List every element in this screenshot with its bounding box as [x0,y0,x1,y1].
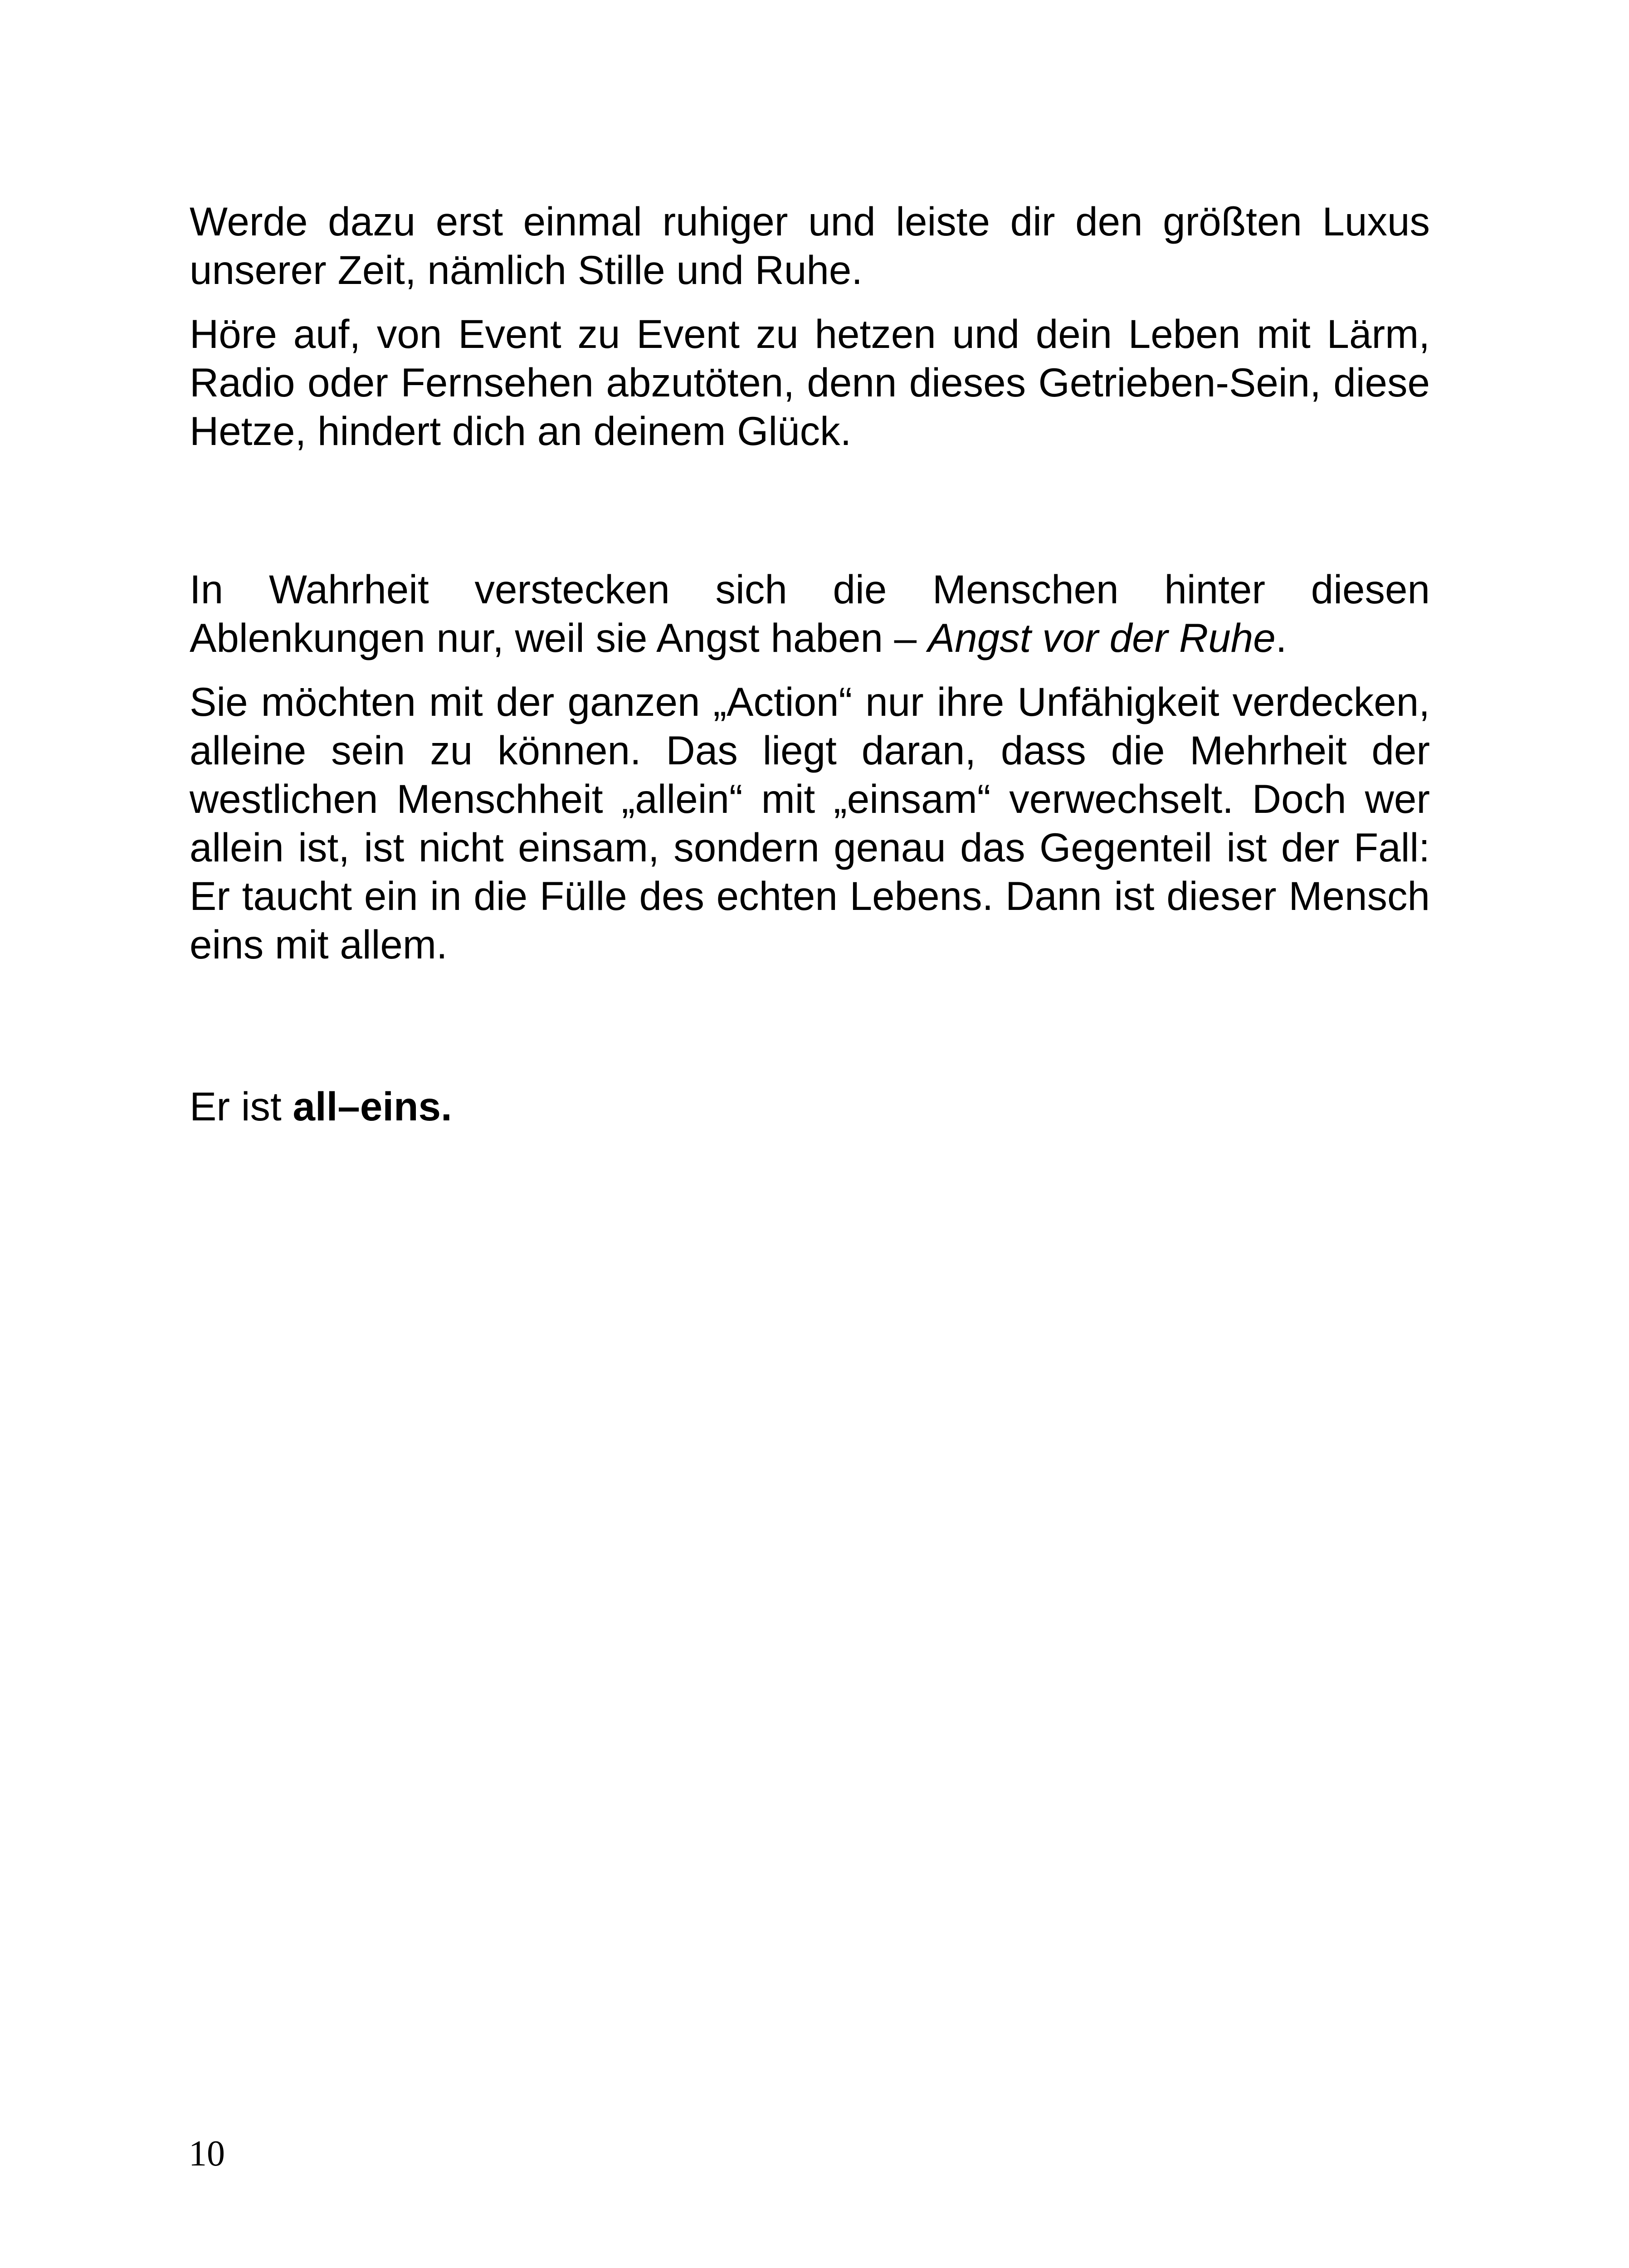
page-number: 10 [189,2134,225,2174]
paragraph-5 [190,1082,1430,1131]
body-text [190,197,1430,1131]
paragraph-3-emphasis: Angst vor der Ruhe [927,615,1276,660]
paragraph-5-bold: all–eins. [293,1084,452,1129]
paragraph-4: Sie möchten mit der ganzen „Action“ nur ihre Unfähigkeit verdecken, alleine sein zu können. Das liegt daran, dass die Mehrheit der westlichen Menschheit „allein“ mit „einsam“ verwechselt. Doch wer allein ist, ist nicht einsam, sondern genau das Gegenteil ist der Fall: Er taucht ein in die Fülle des echten Lebens. Dann ist dieser Mensch eins mit allem. [190,679,1430,967]
paragraph-5-text: Er ist [190,1084,293,1129]
paragraph-3-end: . [1275,615,1287,660]
paragraph-2: Höre auf, von Event zu Event zu hetzen und dein Leben mit Lärm, Radio oder Fernsehen abzutöten, denn dieses Getrieben-Sein, diese Hetze, hindert dich an deinem Glück. [190,311,1430,454]
paragraph-3 [190,565,1430,662]
paragraph-3-text: In Wahrheit verstecken sich die Menschen hinter diesen Ablenkungen nur, weil sie Angst haben – [190,567,1430,660]
paragraph-1: Werde dazu erst einmal ruhiger und leiste dir den größten Luxus unserer Zeit, nämlich Stille und Ruhe. [190,199,1430,293]
